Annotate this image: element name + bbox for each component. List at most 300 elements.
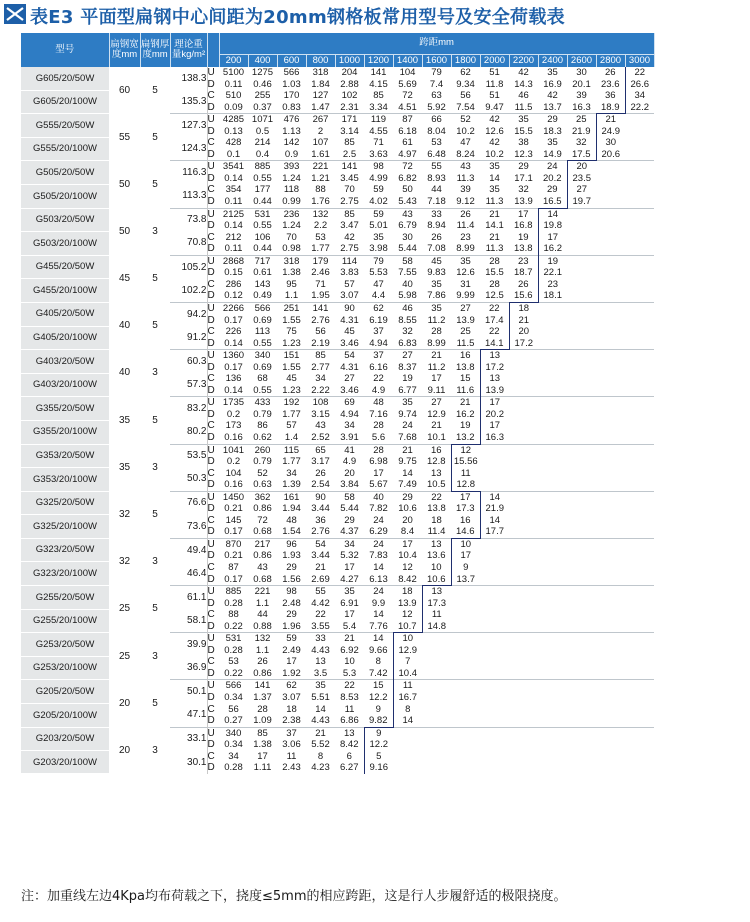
width-cell: 32 <box>109 491 140 538</box>
value-cell: 4.31 <box>340 361 359 373</box>
value-cell: 0.86 <box>253 503 272 515</box>
weight-cell: 138.3 <box>170 67 207 90</box>
weight-cell: 73.6 <box>170 515 207 539</box>
value-cell: 13.8 <box>451 362 480 374</box>
value-cell: 132 <box>306 208 335 220</box>
value-cell: 9.82 <box>364 715 393 727</box>
value-cell <box>538 409 567 421</box>
value-cell: 9.66 <box>364 645 393 657</box>
value-cell <box>625 432 654 444</box>
value-cell <box>625 126 654 138</box>
value-cell: 29 <box>393 491 422 503</box>
value-cell <box>451 751 480 763</box>
value-cell <box>480 633 509 645</box>
value-cell <box>567 727 596 739</box>
value-cell: 0.17 <box>224 573 243 585</box>
row-type-label: D <box>207 550 215 562</box>
value-cell: 29 <box>286 609 297 621</box>
value-cell: 41 <box>335 444 364 456</box>
value-cell: 35 <box>373 231 384 243</box>
thickness-cell: 3 <box>140 208 170 255</box>
weight-cell: 58.1 <box>170 609 207 633</box>
value-cell <box>567 220 596 232</box>
value-cell: 29 <box>344 514 355 526</box>
value-cell: 141 <box>306 302 335 314</box>
value-cell <box>451 715 480 727</box>
value-cell: 221 <box>306 161 335 173</box>
value-cell: 115 <box>277 444 306 456</box>
value-cell: 17 <box>257 750 268 762</box>
value-cell: 433 <box>248 397 277 409</box>
value-cell <box>625 267 654 279</box>
row-type-label: D <box>207 762 215 774</box>
value-cell: 59 <box>364 208 393 220</box>
model-cell: G205/20/50W <box>21 680 109 704</box>
value-cell: 16.3 <box>572 101 591 113</box>
value-cell: 5.52 <box>311 739 330 751</box>
row-type-label: D <box>207 573 215 585</box>
value-cell <box>567 420 596 432</box>
value-cell <box>596 208 625 220</box>
value-cell <box>625 656 654 668</box>
value-cell: 65 <box>306 444 335 456</box>
thickness-cell: 5 <box>140 586 170 633</box>
value-cell <box>625 444 654 456</box>
value-cell: 0.83 <box>282 101 301 113</box>
value-cell: 17 <box>480 397 509 409</box>
value-cell: 0.44 <box>253 243 272 255</box>
value-cell: 1.56 <box>282 573 301 585</box>
value-cell: 173 <box>225 420 242 432</box>
row-type-label: C <box>207 514 215 526</box>
value-cell: 2 <box>317 125 324 137</box>
value-cell: 9.34 <box>456 78 475 90</box>
value-cell <box>596 173 625 185</box>
value-cell: 24.9 <box>601 125 620 137</box>
value-cell: 2.48 <box>282 597 301 609</box>
value-cell: 45 <box>344 326 355 338</box>
value-cell: 6.16 <box>369 361 388 373</box>
value-cell <box>596 503 625 515</box>
value-cell: 79 <box>364 255 393 267</box>
value-cell <box>538 503 567 515</box>
value-cell <box>538 302 567 314</box>
value-cell <box>567 668 596 680</box>
span-header-cell: 1000 <box>335 54 364 67</box>
value-cell: 10.4 <box>398 550 417 562</box>
value-cell: 8.93 <box>427 172 446 184</box>
value-cell: 1.13 <box>282 125 301 137</box>
row-type-label: U <box>207 208 219 220</box>
value-cell <box>567 751 596 763</box>
value-cell: 50 <box>402 184 413 196</box>
value-cell <box>422 633 451 645</box>
value-cell: 8 <box>317 750 324 762</box>
value-cell <box>538 362 567 374</box>
value-cell: 9.16 <box>369 762 388 774</box>
value-cell: 1.77 <box>311 243 330 255</box>
value-cell: 30 <box>402 231 413 243</box>
value-cell: 26 <box>431 231 442 243</box>
value-cell <box>538 432 567 444</box>
value-cell <box>625 290 654 302</box>
value-cell: 8.94 <box>427 220 446 232</box>
value-cell: 32 <box>402 326 413 338</box>
value-cell: 14.1 <box>480 338 509 350</box>
value-cell <box>596 432 625 444</box>
value-cell: 1.94 <box>282 503 301 515</box>
value-cell: 3.07 <box>282 692 301 703</box>
value-cell: 104 <box>225 467 242 479</box>
value-cell <box>480 609 509 621</box>
value-cell <box>509 444 538 456</box>
value-cell: 29 <box>286 561 297 573</box>
value-cell: 16 <box>451 515 480 527</box>
value-cell: 1.93 <box>282 550 301 562</box>
value-cell: 14.6 <box>451 526 480 538</box>
value-cell <box>451 609 480 621</box>
value-cell: 0.9 <box>284 148 299 160</box>
value-cell: 1.1 <box>284 290 299 302</box>
model-cell: G505/20/50W <box>21 161 109 185</box>
value-cell: 30 <box>576 67 587 79</box>
value-cell <box>625 350 654 362</box>
value-cell <box>567 456 596 468</box>
value-cell <box>480 656 509 668</box>
weight-cell: 91.2 <box>170 326 207 350</box>
value-cell: 136 <box>225 373 242 385</box>
value-cell: 22 <box>480 326 509 338</box>
row-type-label: D <box>207 620 215 632</box>
table-row <box>21 586 654 598</box>
value-cell: 340 <box>219 727 248 739</box>
thickness-cell: 3 <box>140 444 170 491</box>
value-cell <box>538 751 567 763</box>
value-cell: 4.9 <box>342 456 357 468</box>
value-cell: 0.1 <box>226 148 241 160</box>
value-cell <box>625 137 654 149</box>
value-cell: 108 <box>306 397 335 409</box>
value-cell: 0.98 <box>282 243 301 255</box>
value-cell: 4.37 <box>340 526 359 538</box>
value-cell: 17.7 <box>485 526 504 538</box>
value-cell: 118 <box>283 184 300 196</box>
span-header-cell: 600 <box>277 54 306 67</box>
value-cell: 151 <box>277 350 306 362</box>
value-cell: 13 <box>422 538 451 550</box>
value-cell: 21 <box>335 633 364 645</box>
value-cell <box>625 609 654 621</box>
value-cell: 15.56 <box>453 456 478 468</box>
value-cell <box>538 456 567 468</box>
value-cell <box>596 715 625 727</box>
value-cell <box>480 727 509 739</box>
value-cell: 20.2 <box>538 173 567 185</box>
model-cell: G325/20/50W <box>21 491 109 515</box>
row-type-label: D <box>207 739 215 751</box>
value-cell <box>509 456 538 468</box>
value-cell: 86 <box>257 420 268 432</box>
value-cell: 226 <box>225 326 242 338</box>
weight-cell: 94.2 <box>170 302 207 326</box>
value-cell: 5 <box>376 750 382 762</box>
value-cell: 1.39 <box>282 479 301 491</box>
value-cell <box>625 385 654 397</box>
value-cell: 3.44 <box>311 550 330 562</box>
value-cell: 0.28 <box>224 597 243 609</box>
value-cell <box>625 397 654 409</box>
row-type-label: U <box>207 67 215 79</box>
value-cell <box>596 243 625 255</box>
weight-cell: 47.1 <box>170 704 207 728</box>
value-cell <box>538 645 567 657</box>
value-cell <box>567 609 596 621</box>
weight-cell: 36.9 <box>170 656 207 680</box>
value-cell <box>451 692 480 704</box>
value-cell: 62 <box>460 67 471 79</box>
value-cell <box>625 479 654 491</box>
value-cell: 4.23 <box>311 762 330 774</box>
value-cell <box>509 739 538 751</box>
value-cell: 11.4 <box>456 220 475 232</box>
value-cell: 1.23 <box>282 384 301 396</box>
value-cell: 17 <box>460 550 472 562</box>
value-cell: 21 <box>306 727 335 739</box>
value-cell <box>509 704 538 716</box>
value-cell: 85 <box>344 137 355 149</box>
value-cell <box>567 255 596 267</box>
value-cell: 20.1 <box>572 78 591 90</box>
value-cell: 18.7 <box>509 267 538 279</box>
value-cell: 14 <box>315 703 326 715</box>
row-type-label: D <box>207 78 215 90</box>
value-cell: 37 <box>277 727 306 739</box>
value-cell: 7.08 <box>427 243 446 255</box>
value-cell: 79 <box>431 67 442 79</box>
value-cell: 13 <box>422 468 451 480</box>
value-cell: 2.5 <box>342 148 357 160</box>
value-cell: 17.1 <box>514 172 533 184</box>
value-cell <box>509 751 538 763</box>
value-cell: 7.76 <box>369 620 388 632</box>
weight-cell: 135.3 <box>170 90 207 114</box>
value-cell <box>567 715 596 727</box>
value-cell: 8 <box>364 656 393 668</box>
value-cell <box>625 598 654 610</box>
value-cell <box>567 491 596 503</box>
value-cell: 13.6 <box>422 550 451 562</box>
value-cell: 6.19 <box>369 314 388 326</box>
value-cell: 57 <box>286 420 297 432</box>
value-cell: 870 <box>219 538 248 550</box>
value-cell <box>538 715 567 727</box>
value-cell: 113 <box>254 326 271 338</box>
value-cell <box>451 680 480 692</box>
thickness-cell: 5 <box>140 255 170 302</box>
value-cell: 14.9 <box>543 148 562 160</box>
value-cell <box>567 208 596 220</box>
value-cell: 0.79 <box>253 456 272 468</box>
value-cell <box>596 220 625 232</box>
value-cell: 362 <box>248 491 277 503</box>
value-cell <box>625 373 654 385</box>
col-header-thickness: 扁钢厚度mm <box>140 33 170 67</box>
value-cell: 0.34 <box>224 739 243 751</box>
width-cell: 40 <box>109 302 140 349</box>
value-cell: 0.63 <box>253 479 272 491</box>
value-cell: 2.69 <box>311 573 330 585</box>
value-cell <box>509 373 538 385</box>
value-cell: 21 <box>518 314 530 326</box>
weight-cell: 124.3 <box>170 137 207 161</box>
value-cell: 7.82 <box>369 503 388 515</box>
value-cell: 2868 <box>219 255 248 267</box>
value-cell: 14 <box>489 514 501 526</box>
span-header-cell: 400 <box>248 54 277 67</box>
value-cell: 17.4 <box>480 314 509 326</box>
value-cell: 0.17 <box>224 361 243 373</box>
value-cell: 7.42 <box>364 668 393 680</box>
value-cell <box>451 621 480 633</box>
value-cell: 22 <box>422 491 451 503</box>
value-cell <box>625 692 654 704</box>
value-cell: 104 <box>399 67 416 79</box>
value-cell: 23 <box>547 278 559 290</box>
value-cell: 15 <box>364 680 393 692</box>
value-cell: 10.1 <box>427 431 446 443</box>
value-cell <box>625 220 654 232</box>
value-cell: 35 <box>393 397 422 409</box>
value-cell: 2.54 <box>311 479 330 491</box>
value-cell: 10 <box>422 562 451 574</box>
value-cell <box>625 173 654 185</box>
value-cell: 22 <box>335 680 364 692</box>
value-cell: 27 <box>451 302 480 314</box>
value-cell <box>596 727 625 739</box>
value-cell <box>567 574 596 586</box>
table-row <box>21 67 654 79</box>
row-type-label: D <box>207 267 215 279</box>
value-cell: 10.4 <box>398 667 417 679</box>
value-cell: 34 <box>315 373 326 385</box>
value-cell <box>538 515 567 527</box>
row-type-label: D <box>207 431 215 443</box>
value-cell: 19 <box>451 420 480 432</box>
value-cell: 340 <box>248 350 277 362</box>
value-cell: 3.17 <box>311 456 330 468</box>
row-type-label: U <box>207 444 219 456</box>
row-type-label: C <box>207 278 215 290</box>
value-cell <box>596 255 625 267</box>
model-cell: G253/20/100W <box>21 656 109 680</box>
value-cell <box>538 550 567 562</box>
value-cell: 48 <box>286 514 297 526</box>
value-cell: 428 <box>225 137 242 149</box>
value-cell: 35 <box>422 302 451 314</box>
row-type-label: D <box>207 408 215 420</box>
value-cell <box>596 196 625 208</box>
value-cell <box>509 432 538 444</box>
value-cell <box>567 586 596 598</box>
row-type-label: D <box>207 597 215 609</box>
value-cell <box>625 208 654 220</box>
value-cell: 12.9 <box>427 408 446 420</box>
value-cell: 2.76 <box>311 314 330 326</box>
value-cell: 0.11 <box>224 78 243 90</box>
value-cell: 17 <box>431 373 442 385</box>
value-cell: 4.02 <box>369 196 388 208</box>
weight-cell: 105.2 <box>170 255 207 279</box>
value-cell: 3.5 <box>313 667 328 679</box>
row-type-label: U <box>207 491 219 503</box>
value-cell: 19 <box>402 373 413 385</box>
value-cell: 8.04 <box>427 125 446 137</box>
model-cell: G203/20/50W <box>21 727 109 751</box>
row-type-label: D <box>207 337 215 349</box>
value-cell: 20 <box>402 514 413 526</box>
value-cell <box>625 232 654 244</box>
value-cell: 10.2 <box>456 125 475 137</box>
value-cell: 9.47 <box>485 101 504 113</box>
value-cell <box>480 668 509 680</box>
value-cell: 2.75 <box>340 196 359 208</box>
value-cell <box>509 397 538 409</box>
value-cell: 1041 <box>219 444 248 456</box>
value-cell <box>596 598 625 610</box>
value-cell: 1.76 <box>311 196 330 208</box>
value-cell: 0.34 <box>224 692 243 703</box>
value-cell <box>480 715 509 727</box>
value-cell <box>567 621 596 633</box>
row-type-label: D <box>207 148 215 160</box>
value-cell <box>538 491 567 503</box>
value-cell: 212 <box>225 231 242 243</box>
value-cell <box>596 290 625 302</box>
value-cell: 40 <box>364 491 393 503</box>
value-cell: 145 <box>225 514 242 526</box>
value-cell: 5.3 <box>342 667 357 679</box>
value-cell: 0.61 <box>253 267 272 279</box>
value-cell: 8.4 <box>400 526 415 538</box>
value-cell: 531 <box>248 208 277 220</box>
value-cell <box>567 645 596 657</box>
value-cell <box>567 692 596 704</box>
value-cell: 107 <box>312 137 329 149</box>
value-cell: 20 <box>518 326 530 338</box>
value-cell: 3.14 <box>340 125 359 137</box>
value-cell: 29 <box>538 184 567 196</box>
value-cell <box>567 704 596 716</box>
value-cell: 35 <box>489 184 500 196</box>
value-cell <box>596 362 625 374</box>
value-cell <box>509 420 538 432</box>
value-cell: 318 <box>312 67 329 79</box>
value-cell: 34 <box>228 750 239 762</box>
col-header-weight: 理论重量kg/m² <box>170 33 207 67</box>
value-cell: 34 <box>634 90 646 102</box>
table-row <box>21 491 654 503</box>
value-cell: 2125 <box>219 208 248 220</box>
row-type-label: C <box>207 609 215 621</box>
weight-cell: 57.3 <box>170 373 207 397</box>
value-cell: 7.18 <box>427 196 446 208</box>
value-cell <box>451 656 480 668</box>
model-cell: G323/20/100W <box>21 562 109 586</box>
value-cell: 56 <box>315 326 326 338</box>
value-cell <box>480 704 509 716</box>
value-cell <box>596 751 625 763</box>
value-cell: 2.76 <box>311 526 330 538</box>
